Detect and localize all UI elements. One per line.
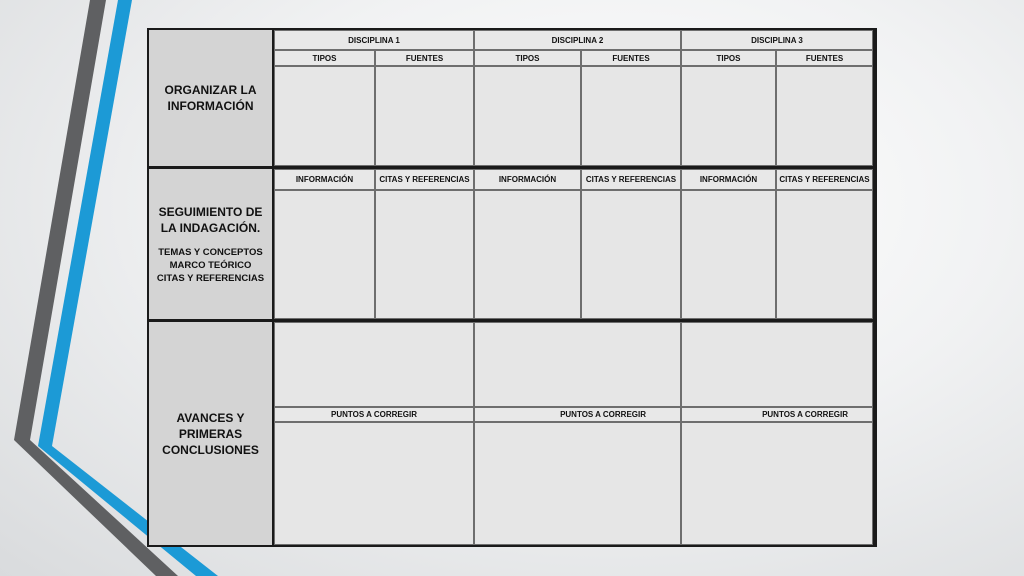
puntos-header-3: PUNTOS A CORREGIR [681, 407, 873, 422]
disciplina-1-header: DISCIPLINA 1 [274, 30, 474, 50]
avances-cell-3[interactable] [681, 322, 873, 407]
seguimiento-sub-citas: CITAS Y REFERENCIAS [156, 272, 265, 284]
seguimiento-title: SEGUIMIENTO DE LA INDAGACIÓN. [158, 204, 263, 235]
organizar-cell-3[interactable] [474, 66, 581, 166]
organizar-cell-6[interactable] [776, 66, 873, 166]
puntos-header-1: PUNTOS A CORREGIR [274, 407, 474, 422]
informacion-header-3: INFORMACIÓN [681, 169, 776, 190]
fuentes-header-1: FUENTES [375, 50, 474, 66]
row-label-organizar [149, 30, 272, 166]
organizar-cell-1[interactable] [274, 66, 375, 166]
seguimiento-cell-5[interactable] [681, 190, 776, 319]
informacion-header-1: INFORMACIÓN [274, 169, 375, 190]
seguimiento-cell-2[interactable] [375, 190, 474, 319]
avances-cell-2[interactable] [474, 322, 681, 407]
citas-header-1: CITAS Y REFERENCIAS [375, 169, 474, 190]
row-label-avances [149, 322, 272, 545]
disciplina-3-header: DISCIPLINA 3 [681, 30, 873, 50]
tipos-header-1: TIPOS [274, 50, 375, 66]
disciplina-2-header: DISCIPLINA 2 [474, 30, 681, 50]
puntos-cell-1[interactable] [274, 422, 474, 545]
seguimiento-subtitle [157, 246, 264, 285]
fuentes-header-2: FUENTES [581, 50, 681, 66]
puntos-header-2: PUNTOS A CORREGIR [474, 407, 681, 422]
avances-cell-1[interactable] [274, 322, 474, 407]
seguimiento-cell-4[interactable] [581, 190, 681, 319]
seguimiento-cell-3[interactable] [474, 190, 581, 319]
informacion-header-2: INFORMACIÓN [474, 169, 581, 190]
seguimiento-cell-1[interactable] [274, 190, 375, 319]
seguimiento-cell-6[interactable] [776, 190, 873, 319]
tipos-header-2: TIPOS [474, 50, 581, 66]
row-label-seguimiento [149, 169, 272, 319]
organizar-cell-2[interactable] [375, 66, 474, 166]
citas-header-3: CITAS Y REFERENCIAS [776, 169, 873, 190]
seguimiento-sub-temas: TEMAS Y CONCEPTOS [158, 246, 263, 258]
puntos-cell-3[interactable] [681, 422, 873, 545]
planning-table [147, 28, 877, 547]
seguimiento-sub-marco: MARCO TEÓRICO [169, 259, 252, 271]
citas-header-2: CITAS Y REFERENCIAS [581, 169, 681, 190]
tipos-header-3: TIPOS [681, 50, 776, 66]
avances-title: AVANCES Y PRIMERAS CONCLUSIONES [162, 410, 259, 457]
organizar-cell-4[interactable] [581, 66, 681, 166]
fuentes-header-3: FUENTES [776, 50, 873, 66]
puntos-cell-2[interactable] [474, 422, 681, 545]
organizar-title: ORGANIZAR LA INFORMACIÓN [164, 83, 257, 113]
organizar-cell-5[interactable] [681, 66, 776, 166]
